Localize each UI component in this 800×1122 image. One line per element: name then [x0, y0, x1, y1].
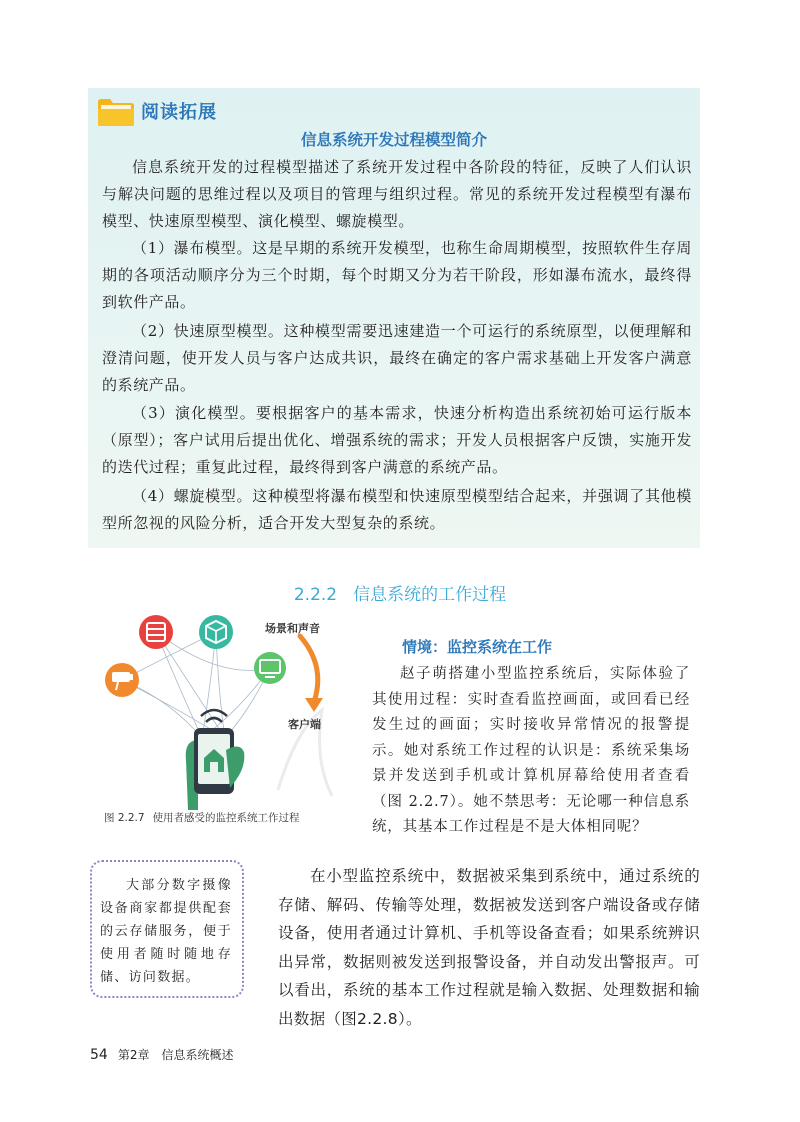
reading-extension-heading: 阅读拓展: [141, 102, 217, 123]
section-number: 2.2.2: [293, 585, 338, 605]
chapter-label: 第2章: [117, 1048, 150, 1062]
scenario-text: 赵子萌搭建小型监控系统后，实际体验了其使用过程：实时查看监控画面，或回看已经发生过的画面；实时接收异常情况的报警提示。她对系统工作过程的认识是：系统采集场景并发送到手机或计算机屏幕给使用者查看（图 2.2.7）。她不禁思考：无论哪一种信息系统，其基本工作过程是不是大体相同呢？: [372, 666, 690, 835]
folder-icon: [96, 96, 136, 128]
reading-paragraph-spiral: （4）螺旋模型。这种模型将瀑布模型和快速原型模型结合起来，并强调了其他模型所忽视的风险分析，适合开发大型复杂的系统。: [102, 487, 692, 532]
article-title: 信息系统开发过程模型简介: [300, 131, 487, 149]
reading-paragraph-prototype: （2）快速原型模型。这种模型需要迅速建造一个可运行的系统原型，以便理解和澄清问题，使开发人员与客户达成共识，最终在确定的客户需求基础上开发客户满意的系统产品。: [102, 322, 692, 394]
section-heading: [0, 580, 800, 605]
figure-caption-text: 使用者感受的监控系统工作过程: [152, 812, 300, 824]
red-device-icon: [139, 615, 173, 649]
reading-paragraph-waterfall: （1）瀑布模型。这是早期的系统开发模型，也称生命周期模型，按照软件生存周期的各项活动顺序分为三个时期，每个时期又分为若干阶段，形如瀑布流水，最终得到软件产品。: [102, 239, 692, 311]
reading-paragraph-evolution: （3）演化模型。要根据客户的基本需求，快速分析构造出系统初始可运行版本（原型）；客户试用后提出优化、增强系统的需求；开发人员根据客户反馈，实施开发的迭代过程；重复此过程，最终得到客户满意的系统产品。: [102, 404, 692, 476]
label-client: 客户端: [288, 718, 321, 731]
tip-text: 大部分数字摄像设备商家都提供配套的云存储服务，便于使用者随时随地存储、访问数据。: [100, 878, 232, 985]
flow-arrow-icon: [300, 636, 323, 712]
figure-caption: [104, 810, 300, 825]
monitor-screen-icon: [254, 652, 286, 684]
figure-number: 图 2.2.7: [104, 812, 145, 824]
page-number: 54: [90, 1047, 108, 1063]
scenario-title: 情境：监控系统在工作: [402, 638, 553, 656]
label-scene-sound: 场景和声音: [265, 622, 320, 635]
security-camera-icon: [105, 663, 139, 697]
body-paragraph: 在小型监控系统中，数据被采集到系统中，通过系统的存储、解码、传输等处理，数据被发送到客户端设备或存储设备，使用者通过计算机、手机等设备查看；如果系统辨识出异常，数据则被发送到报警设备，并自动发出警报声。可以看出，系统的基本工作过程就是输入数据、处理数据和输出数据（图2.2.8）。: [278, 867, 700, 1028]
chapter-title: 信息系统概述: [161, 1048, 234, 1062]
reading-paragraph-intro: 信息系统开发的过程模型描述了系统开发过程中各阶段的特征，反映了人们认识与解决问题的思维过程以及项目的管理与组织过程。常见的系统开发过程模型有瀑布模型、快速原型模型、演化模型、螺旋模型。: [102, 158, 692, 230]
monitoring-figure: [100, 610, 360, 810]
page-footer: [90, 1046, 233, 1063]
connection-lines: [122, 632, 270, 738]
section-title: 信息系统的工作过程: [353, 585, 507, 605]
box-device-icon: [199, 615, 233, 649]
